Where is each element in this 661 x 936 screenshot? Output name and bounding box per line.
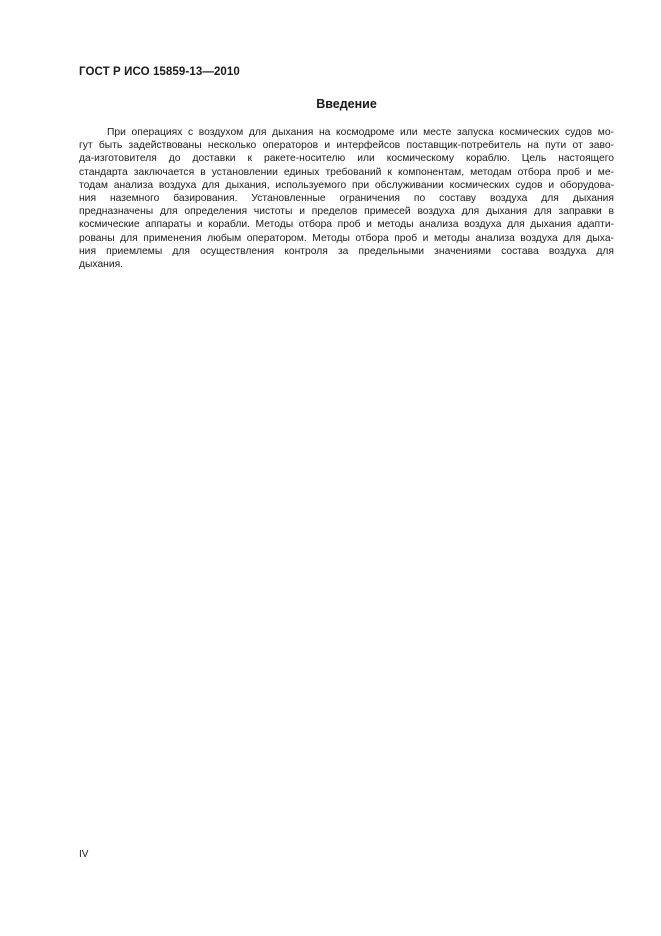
paragraph-line: ния наземного базирования. Установленные ограничения по составу воздуха для дыхания [79, 193, 614, 205]
paragraph-line: да-изготовителя до доставки к ракете-носителю или космическому кораблю. Цель настоящего [79, 153, 614, 165]
page-number: IV [79, 849, 89, 860]
paragraph-line: космические аппараты и корабли. Методы отбора проб и методы анализа воздуха для дыхания адапти- [79, 219, 614, 231]
paragraph-line: рованы для применения любым оператором. Методы отбора проб и методы анализа воздуха для дыха- [79, 232, 614, 244]
paragraph-line: При операциях с воздухом для дыхания на космодроме или месте запуска космических судов мо- [107, 127, 614, 138]
paragraph-line: гут быть задействованы несколько операторов и интерфейсов поставщик-потребитель на пути от заво- [79, 140, 614, 152]
standard-code-header: ГОСТ Р ИСО 15859-13—2010 [79, 66, 240, 78]
introduction-paragraph [79, 126, 614, 271]
paragraph-line: ния приемлемы для осуществления контроля за предельными значениями состава воздуха для [79, 245, 614, 257]
paragraph-line: дыхания. [79, 259, 124, 271]
paragraph-line: тодам анализа воздуха для дыхания, используемого при обслуживании космических судов и оборудова- [79, 179, 614, 191]
paragraph-line: стандарта заключается в установлении единых требований к компонентам, методам отбора проб и ме- [79, 166, 614, 178]
paragraph-line: предназначены для определения чистоты и пределов примесей воздуха для дыхания для заправки в [79, 206, 614, 218]
section-title: Введение [316, 97, 377, 111]
